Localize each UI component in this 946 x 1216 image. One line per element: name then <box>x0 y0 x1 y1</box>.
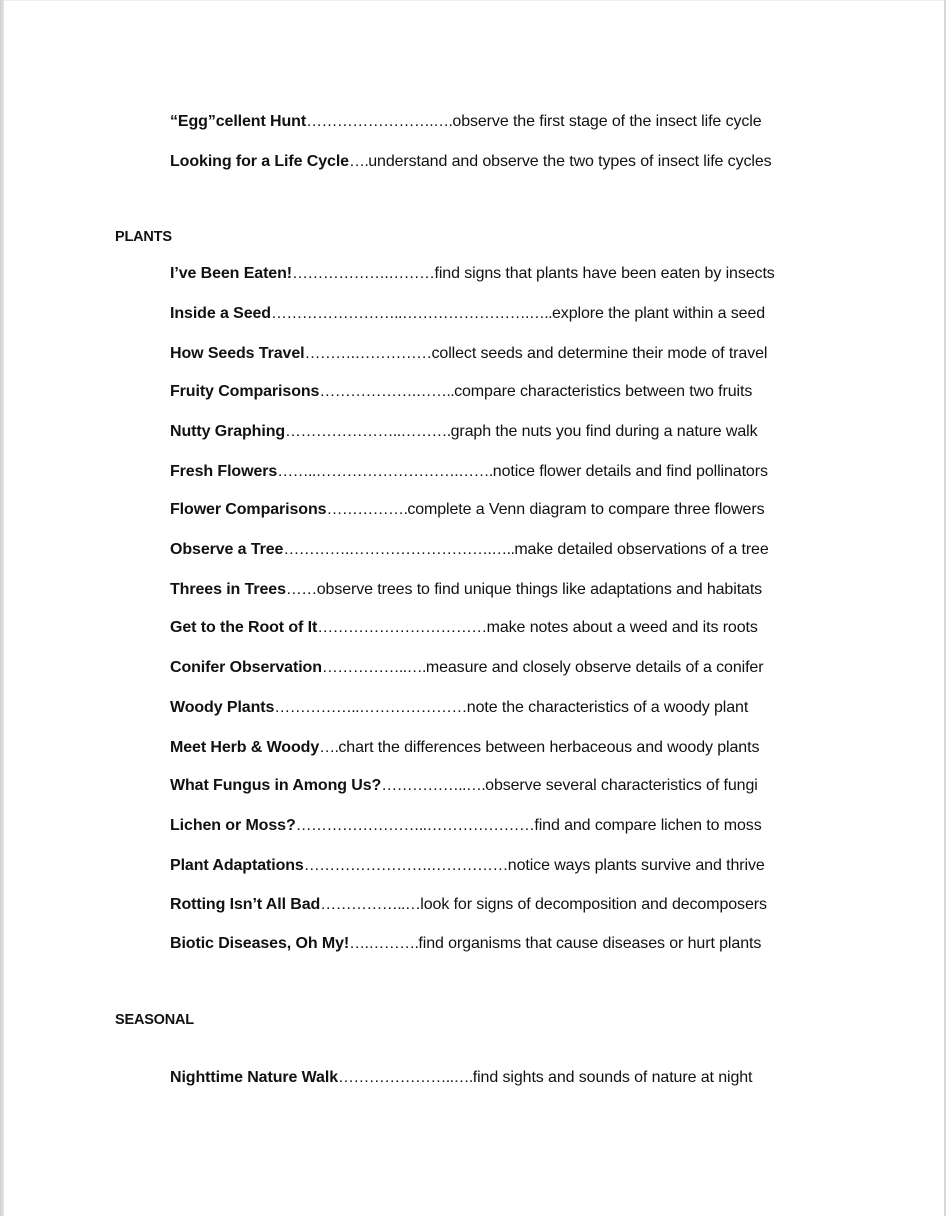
dot-leader: …………………..…. <box>338 1069 473 1086</box>
dot-leader: ……………..…. <box>321 659 426 676</box>
activity-entry <box>170 500 764 520</box>
activity-entry <box>170 856 765 876</box>
activity-description: find signs that plants have been eaten by insects <box>434 265 775 282</box>
activity-entry <box>170 462 768 482</box>
dot-leader: ……………….…….. <box>319 383 455 400</box>
activity-title: Biotic Diseases, Oh My! <box>170 935 350 952</box>
dot-leader: ……..……………………….……. <box>277 463 493 480</box>
activity-description: collect seeds and determine their mode of travel <box>431 345 768 362</box>
activity-entry <box>170 540 769 560</box>
activity-title: Conifer Observation <box>170 659 322 676</box>
activity-title: Get to the Root of It <box>170 619 318 636</box>
activity-description: compare characteristics between two fruits <box>454 383 753 400</box>
dot-leader: …. <box>319 739 339 756</box>
activity-description: observe trees to find unique things like adaptations and habitats <box>316 581 763 598</box>
activity-description: graph the nuts you find during a nature walk <box>450 423 758 440</box>
activity-description: make notes about a weed and its roots <box>486 619 758 636</box>
dot-leader: ……………. <box>326 501 408 518</box>
dot-leader: …… <box>285 581 317 598</box>
activity-description: find and compare lichen to moss <box>534 817 762 834</box>
activity-title: Threes in Trees <box>170 581 286 598</box>
activity-title: Fruity Comparisons <box>170 383 320 400</box>
activity-description: explore the plant within a seed <box>552 305 766 322</box>
activity-entry <box>170 658 763 678</box>
dot-leader: ……….…………… <box>304 345 432 362</box>
section-heading-plants: PLANTS <box>115 229 172 245</box>
dot-leader: …………………….…………… <box>303 857 508 874</box>
activity-entry <box>170 895 767 915</box>
activity-entry-egg-cellent-hunt <box>170 112 762 132</box>
page-left-edge-shadow <box>0 0 4 1216</box>
activity-entry <box>170 776 758 796</box>
activity-entry <box>170 1068 752 1088</box>
dot-leader: ……………….……… <box>292 265 435 282</box>
activity-description: chart the differences between herbaceous and woody plants <box>338 739 760 756</box>
activity-description: notice ways plants survive and thrive <box>507 857 765 874</box>
activity-entry <box>170 382 752 402</box>
activity-title: Meet Herb & Woody <box>170 739 320 756</box>
activity-entry <box>170 816 762 836</box>
activity-entry <box>170 344 767 364</box>
dot-leader: …………………….…. <box>306 113 453 130</box>
activity-title: Inside a Seed <box>170 305 271 322</box>
activity-description: observe the first stage of the insect life cycle <box>452 113 762 130</box>
dot-leader: ….………. <box>349 935 419 952</box>
activity-title: What Fungus in Among Us? <box>170 777 382 794</box>
page-top-edge <box>0 0 946 1</box>
activity-title: Fresh Flowers <box>170 463 278 480</box>
document-page <box>4 0 944 1216</box>
activity-title: Flower Comparisons <box>170 501 327 518</box>
activity-entry <box>170 304 765 324</box>
dot-leader: …………………..………. <box>285 423 451 440</box>
activity-title: Nutty Graphing <box>170 423 286 440</box>
dot-leader: ……………..…. <box>381 777 486 794</box>
activity-description: make detailed observations of a tree <box>514 541 769 558</box>
activity-description: observe several characteristics of fungi <box>485 777 758 794</box>
activity-description: note the characteristics of a woody plant <box>466 699 749 716</box>
activity-description: understand and observe the two types of insect life cycles <box>368 153 772 170</box>
activity-entry <box>170 698 748 718</box>
activity-description: complete a Venn diagram to compare three flowers <box>407 501 765 518</box>
dot-leader: ……………..………………… <box>274 699 467 716</box>
activity-title: Observe a Tree <box>170 541 284 558</box>
activity-title: I’ve Been Eaten! <box>170 265 293 282</box>
activity-title: “Egg”cellent Hunt <box>170 113 307 130</box>
dot-leader: ……………..… <box>320 896 421 913</box>
section-heading-seasonal: SEASONAL <box>115 1012 194 1028</box>
activity-entry <box>170 264 775 284</box>
dot-leader: ………….……………………….….. <box>283 541 515 558</box>
dot-leader: …. <box>348 153 369 170</box>
dot-leader: ……………………..………………… <box>295 817 535 834</box>
activity-title: Looking for a Life Cycle <box>170 153 349 170</box>
activity-entry <box>170 618 758 638</box>
activity-title: Rotting Isn’t All Bad <box>170 896 321 913</box>
activity-description: look for signs of decomposition and decomposers <box>420 896 767 913</box>
activity-title: Woody Plants <box>170 699 275 716</box>
activity-title: Lichen or Moss? <box>170 817 296 834</box>
activity-entry <box>170 580 762 600</box>
activity-entry <box>170 934 761 954</box>
activity-title: How Seeds Travel <box>170 345 305 362</box>
activity-title: Nighttime Nature Walk <box>170 1069 338 1086</box>
activity-description: measure and closely observe details of a conifer <box>425 659 764 676</box>
dot-leader: ……………………..…………………….….. <box>270 305 552 322</box>
dot-leader: …………………………… <box>317 619 487 636</box>
activity-entry-looking-for-a-life-cycle <box>170 152 772 172</box>
activity-title: Plant Adaptations <box>170 857 304 874</box>
activity-entry <box>170 422 758 442</box>
activity-entry <box>170 738 759 758</box>
activity-description: find sights and sounds of nature at night <box>472 1069 753 1086</box>
activity-description: notice flower details and find pollinators <box>492 463 768 480</box>
activity-description: find organisms that cause diseases or hurt plants <box>418 935 762 952</box>
